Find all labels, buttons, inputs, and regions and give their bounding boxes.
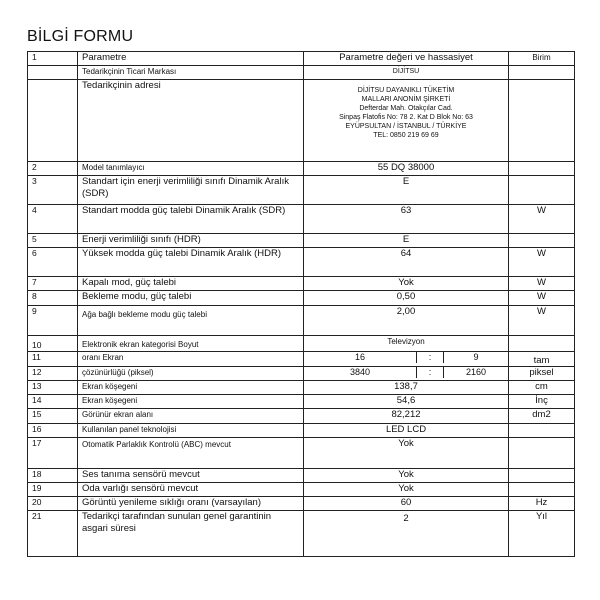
table-row <box>28 497 575 511</box>
row-unit: İnç <box>509 395 575 409</box>
ratio-width: 16 <box>304 352 417 363</box>
address-line: Sinpaş Flatofis No: 78 2. Kat D Blok No: 63 <box>339 114 473 121</box>
row-num: 15 <box>28 409 78 424</box>
row-unit: tam <box>509 352 575 367</box>
row-unit: W <box>509 205 575 234</box>
row-unit <box>509 66 575 80</box>
row-param: Standart modda güç talebi Dinamik Aralık (SDR) <box>78 205 304 234</box>
row-param: oranı Ekran <box>78 352 304 367</box>
row-value: 2 <box>304 511 509 557</box>
row-param: Kapalı mod, güç talebi <box>78 277 304 291</box>
row-num: 12 <box>28 367 78 381</box>
row-value: 2,00 <box>304 306 509 336</box>
row-num: 7 <box>28 277 78 291</box>
row-value: Yok <box>304 483 509 497</box>
row-num: 11 <box>28 352 78 367</box>
row-param: Model tanımlayıcı <box>78 162 304 176</box>
table-row <box>28 352 575 367</box>
row-num: 20 <box>28 497 78 511</box>
aspect-ratio-cell <box>304 352 509 367</box>
row-num: 21 <box>28 511 78 557</box>
row-param: Kullanılan panel teknolojisi <box>78 424 304 438</box>
row-value: 0,50 <box>304 291 509 306</box>
row-value: 138,7 <box>304 381 509 395</box>
table-row <box>28 336 575 352</box>
header-param: Parametre <box>78 52 304 66</box>
row-param: çözünürlüğü (piksel) <box>78 367 304 381</box>
row-value: 55 DQ 38000 <box>304 162 509 176</box>
row-num: 10 <box>28 336 78 352</box>
ratio-separator: : <box>417 352 444 363</box>
row-unit: dm2 <box>509 409 575 424</box>
resolution-height: 2160 <box>465 367 487 377</box>
row-param: Standart için enerji verimliliği sınıfı Dinamik Aralık (SDR) <box>78 176 304 205</box>
row-unit: Hz <box>509 497 575 511</box>
table-row <box>28 80 575 162</box>
row-num: 5 <box>28 234 78 248</box>
row-value: Yok <box>304 438 509 469</box>
row-value: Yok <box>304 277 509 291</box>
table-row <box>28 511 575 557</box>
row-value: 63 <box>304 205 509 234</box>
table-row <box>28 205 575 234</box>
table-row <box>28 438 575 469</box>
row-num: 3 <box>28 176 78 205</box>
row-num: 17 <box>28 438 78 469</box>
row-param: Enerji verimliliği sınıfı (HDR) <box>78 234 304 248</box>
row-unit: piksel <box>509 367 575 381</box>
row-unit: W <box>509 248 575 277</box>
table-row <box>28 483 575 497</box>
row-param: Bekleme modu, güç talebi <box>78 291 304 306</box>
info-table <box>27 51 575 557</box>
row-unit: Yıl <box>509 511 575 557</box>
row-unit <box>509 438 575 469</box>
row-num <box>28 80 78 162</box>
row-param: Tedarikçinin adresi <box>78 80 304 162</box>
address-line: DİJİTSU DAYANIKLI TÜKETİM <box>357 87 455 94</box>
row-value: Yok <box>304 469 509 483</box>
table-row <box>28 367 575 381</box>
row-param: Görünür ekran alanı <box>78 409 304 424</box>
row-num: 9 <box>28 306 78 336</box>
table-row <box>28 409 575 424</box>
row-param: Elektronik ekran kategorisi Boyut <box>78 336 304 352</box>
row-value: 60 <box>304 497 509 511</box>
address-line: Defterdar Mah. Otakçılar Cad. <box>359 105 453 112</box>
table-row <box>28 66 575 80</box>
resolution-separator: : <box>417 367 444 378</box>
header-num: 1 <box>28 52 78 66</box>
row-num: 16 <box>28 424 78 438</box>
row-unit: W <box>509 291 575 306</box>
row-num: 18 <box>28 469 78 483</box>
table-row <box>28 395 575 409</box>
row-value: 82,212 <box>304 409 509 424</box>
row-value: E <box>304 234 509 248</box>
row-param: Ses tanıma sensörü mevcut <box>78 469 304 483</box>
row-value: 64 <box>304 248 509 277</box>
table-row <box>28 306 575 336</box>
table-row <box>28 162 575 176</box>
row-param: Ağa bağlı bekleme modu güç talebi <box>78 306 304 336</box>
row-unit <box>509 80 575 162</box>
resolution-width: 3840 <box>304 367 417 378</box>
row-num <box>28 66 78 80</box>
row-num: 4 <box>28 205 78 234</box>
header-row <box>28 52 575 66</box>
row-num: 13 <box>28 381 78 395</box>
row-param: Tedarikçi tarafından sunulan genel garantinin asgari süresi <box>78 511 304 557</box>
row-param: Otomatik Parlaklık Kontrolü (ABC) mevcut <box>78 438 304 469</box>
table-row <box>28 469 575 483</box>
row-value: E <box>304 176 509 205</box>
header-unit: Birim <box>509 52 575 66</box>
address-line: EYÜPSULTAN / İSTANBUL / TÜRKİYE <box>345 123 467 130</box>
row-unit <box>509 483 575 497</box>
table-row <box>28 248 575 277</box>
row-param: Ekran köşegeni <box>78 395 304 409</box>
table-row <box>28 176 575 205</box>
row-unit <box>509 469 575 483</box>
row-param: Görüntü yenileme sıklığı oranı (varsayılan) <box>78 497 304 511</box>
table-row <box>28 291 575 306</box>
row-num: 8 <box>28 291 78 306</box>
table-row <box>28 234 575 248</box>
row-unit <box>509 234 575 248</box>
row-num: 19 <box>28 483 78 497</box>
row-param: Yüksek modda güç talebi Dinamik Aralık (HDR) <box>78 248 304 277</box>
address-cell <box>304 80 509 162</box>
row-num: 6 <box>28 248 78 277</box>
row-param: Ekran köşegeni <box>78 381 304 395</box>
row-num: 2 <box>28 162 78 176</box>
row-unit: W <box>509 277 575 291</box>
ratio-height: 9 <box>473 352 479 362</box>
row-unit <box>509 336 575 352</box>
row-value: 54,6 <box>304 395 509 409</box>
row-unit: cm <box>509 381 575 395</box>
row-unit <box>509 424 575 438</box>
table-row <box>28 424 575 438</box>
row-value: Televizyon <box>304 336 509 352</box>
address-line: TEL: 0850 219 69 69 <box>373 132 439 139</box>
row-num: 14 <box>28 395 78 409</box>
table-row <box>28 381 575 395</box>
form-title: BİLGİ FORMU <box>27 28 134 45</box>
header-value: Parametre değeri ve hassasiyet <box>304 52 509 66</box>
table-row <box>28 277 575 291</box>
row-param: Tedarikçinin Ticari Markası <box>78 66 304 80</box>
resolution-cell <box>304 367 509 381</box>
row-unit <box>509 162 575 176</box>
row-unit <box>509 176 575 205</box>
row-unit: W <box>509 306 575 336</box>
row-value: DİJİTSU <box>304 66 509 80</box>
row-param: Oda varlığı sensörü mevcut <box>78 483 304 497</box>
row-value: LED LCD <box>304 424 509 438</box>
address-line: MALLARI ANONİM ŞİRKETİ <box>361 96 451 103</box>
